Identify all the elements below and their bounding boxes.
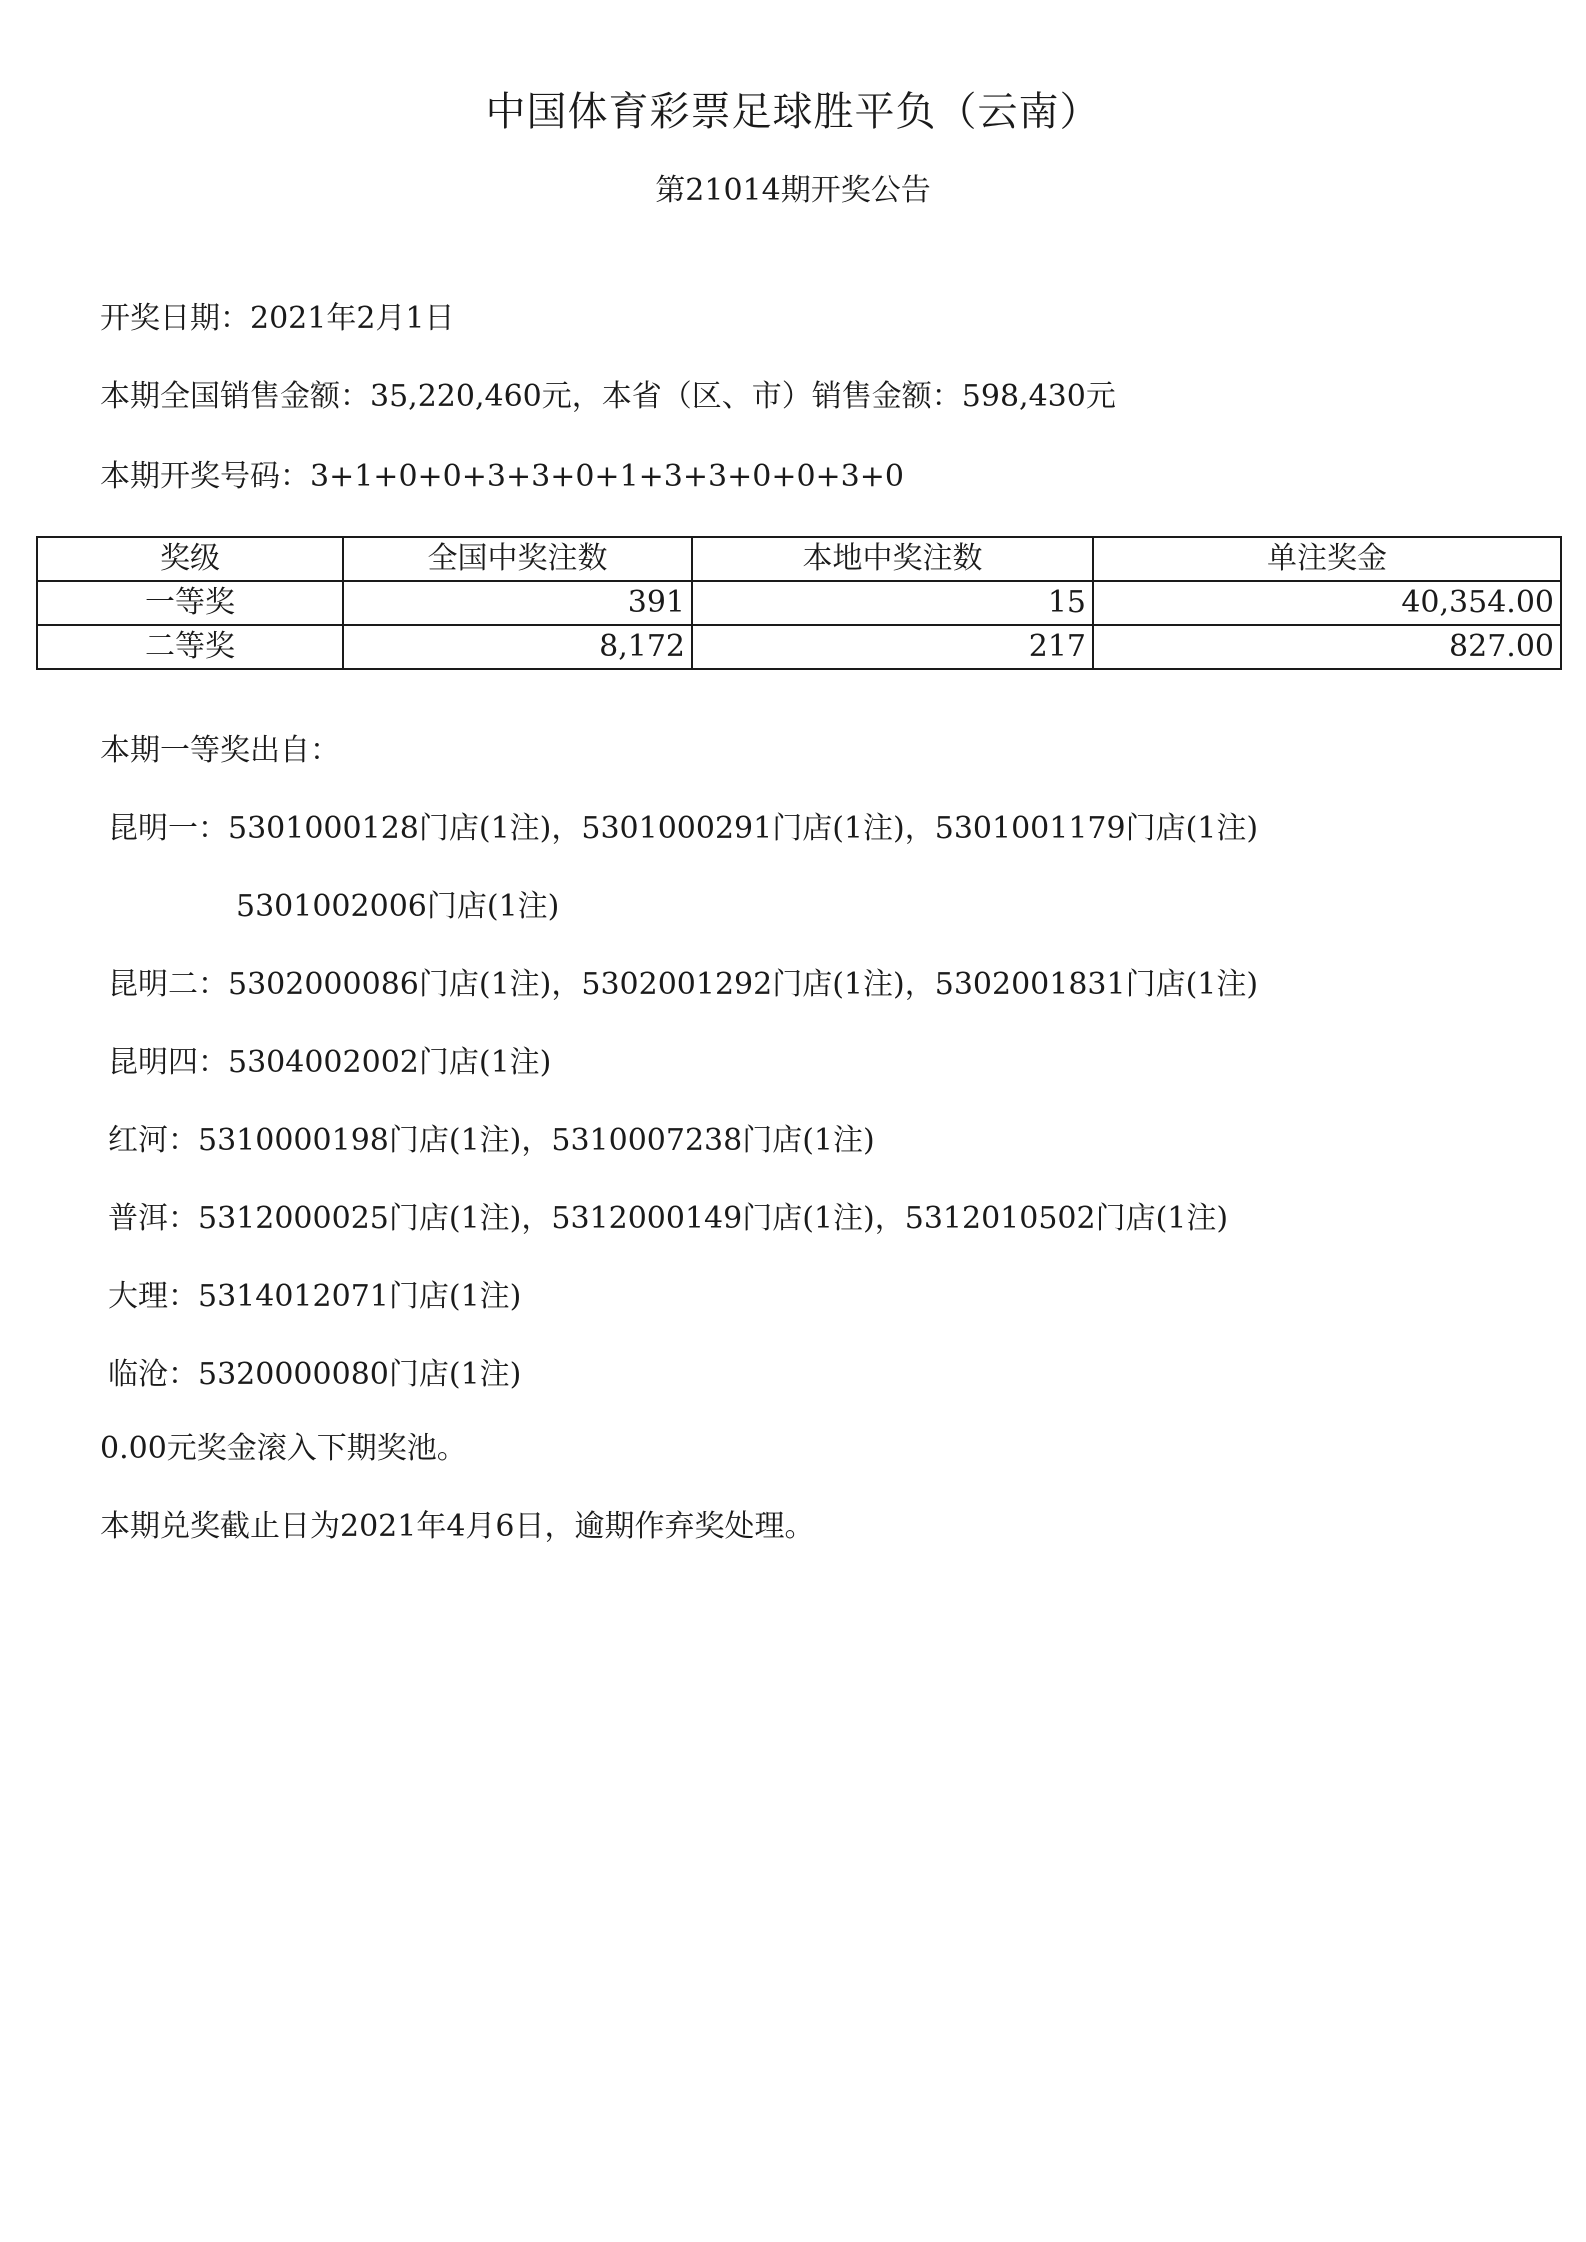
header-national-count: 全国中奖注数 [343,537,692,581]
draw-date: 开奖日期：2021年2月1日 [100,301,455,336]
winner-line-kunming-4: 昆明四：5304002002门店(1注) [108,1045,552,1080]
sales-amount: 本期全国销售金额：35,220,460元，本省（区、市）销售金额：598,430元 [100,379,1116,414]
deadline-note: 本期兑奖截止日为2021年4月6日，逾期作弃奖处理。 [100,1509,815,1544]
prize-level: 一等奖 [37,581,343,625]
winner-line-lincang: 临沧：5320000080门店(1注) [108,1357,522,1392]
national-count: 8,172 [343,625,692,669]
prize-table [36,536,1562,670]
table-row [37,581,1561,625]
header-local-count: 本地中奖注数 [692,537,1093,581]
rollover-note: 0.00元奖金滚入下期奖池。 [100,1431,467,1466]
table-row [37,625,1561,669]
winner-line-kunming-1-cont: 5301002006门店(1注) [236,889,560,924]
prize-level: 二等奖 [37,625,343,669]
table-header-row [37,537,1561,581]
header-level: 奖级 [37,537,343,581]
winner-line-puer: 普洱：5312000025门店(1注)，5312000149门店(1注)，5312010502门店(1注) [108,1201,1229,1236]
prize-amount: 40,354.00 [1093,581,1561,625]
page-subtitle: 第21014期开奖公告 [655,173,931,208]
local-count: 217 [692,625,1093,669]
page-title: 中国体育彩票足球胜平负（云南） [485,89,1101,135]
first-prize-intro: 本期一等奖出自： [100,733,340,768]
prize-amount: 827.00 [1093,625,1561,669]
winning-numbers: 本期开奖号码：3+1+0+0+3+3+0+1+3+3+0+0+3+0 [100,459,904,494]
winner-line-dali: 大理：5314012071门店(1注) [108,1279,522,1314]
winner-line-honghe: 红河：5310000198门店(1注)，5310007238门店(1注) [108,1123,875,1158]
local-count: 15 [692,581,1093,625]
winner-line-kunming-2: 昆明二：5302000086门店(1注)，5302001292门店(1注)，5302001831门店(1注) [108,967,1259,1002]
winner-line-kunming-1: 昆明一：5301000128门店(1注)，5301000291门店(1注)，5301001179门店(1注) [108,811,1259,846]
header-prize-amount: 单注奖金 [1093,537,1561,581]
national-count: 391 [343,581,692,625]
